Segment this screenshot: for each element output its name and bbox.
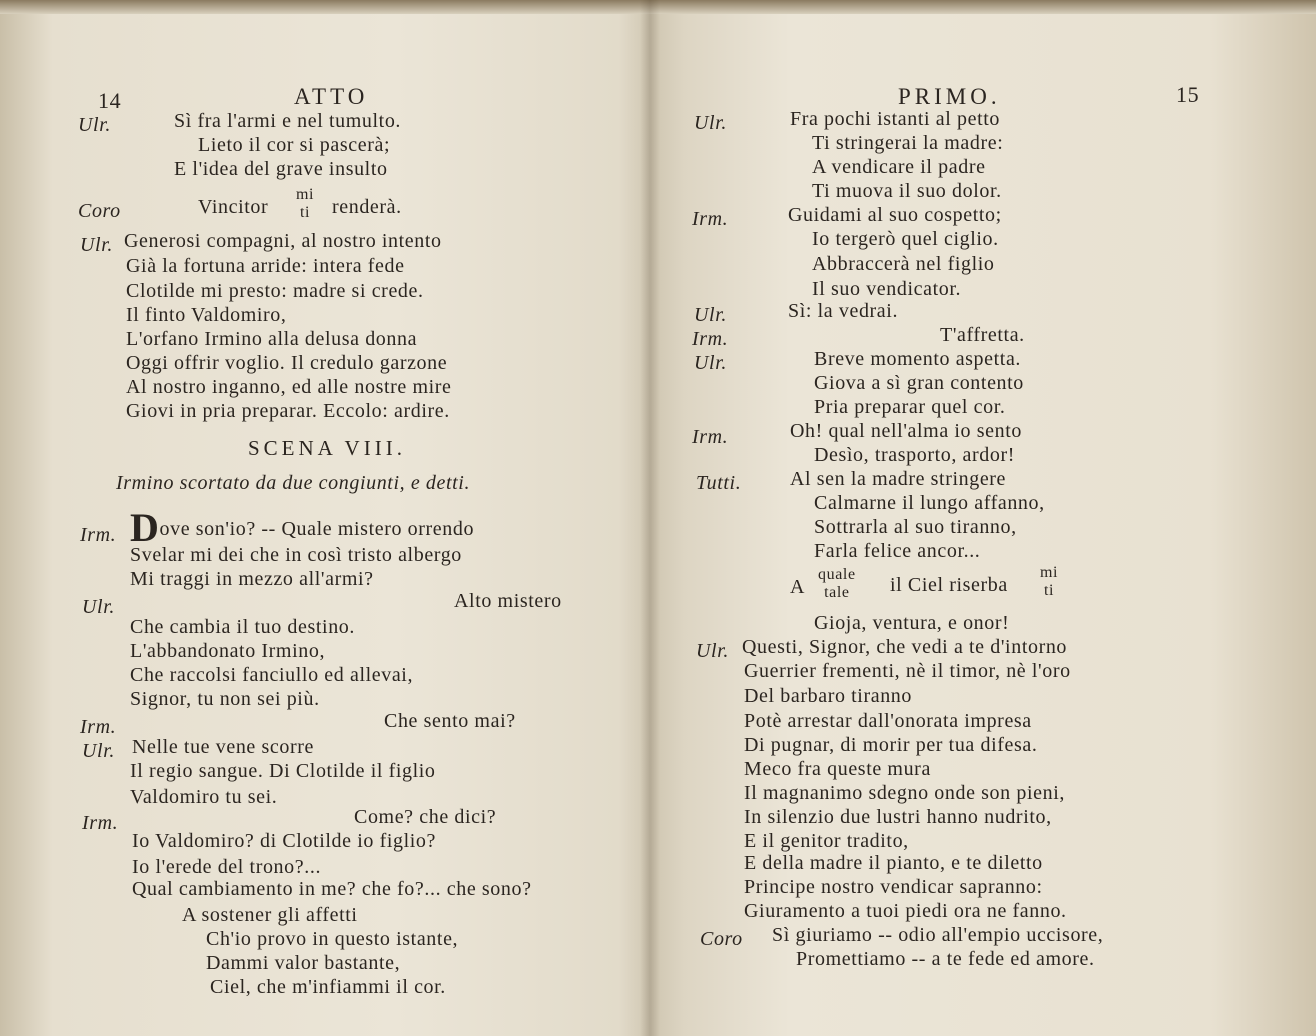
verse-line: L'orfano Irmino alla delusa donna bbox=[126, 328, 418, 350]
speaker-label: Tutti. bbox=[696, 472, 742, 494]
verse-line: Io l'erede del trono?... bbox=[132, 856, 322, 878]
verse-line: Ti muova il suo dolor. bbox=[812, 180, 1002, 202]
verse-line: Il suo vendicator. bbox=[812, 278, 962, 300]
right-page bbox=[660, 0, 1316, 1036]
stage-direction: Irmino scortato da due congiunti, e detti. bbox=[116, 472, 471, 494]
verse-line: Io Valdomiro? di Clotilde io figlio? bbox=[132, 830, 436, 852]
verse-line: Vincitor bbox=[198, 196, 269, 218]
left-page bbox=[0, 0, 640, 1036]
speaker-label: Ulr. bbox=[694, 304, 727, 326]
verse-line: Il finto Valdomiro, bbox=[126, 304, 287, 326]
verse-line: Oh! qual nell'alma io sento bbox=[790, 420, 1022, 442]
page-number: 14 bbox=[98, 88, 122, 113]
verse-line: Di pugnar, di morir per tua difesa. bbox=[744, 734, 1038, 756]
drop-cap: D bbox=[130, 505, 160, 550]
verse-line: Ti stringerai la madre: bbox=[812, 132, 1004, 154]
verse-line-dropcap bbox=[130, 505, 475, 550]
brace-stack bbox=[1040, 564, 1058, 600]
verse-line: Che sento mai? bbox=[384, 710, 516, 732]
speaker-label: Irm. bbox=[692, 426, 729, 448]
verse-line: Io tergerò quel ciglio. bbox=[812, 228, 999, 250]
verse-line: Desìo, trasporto, ardor! bbox=[814, 444, 1016, 466]
verse-line: Farla felice ancor... bbox=[814, 540, 981, 562]
speaker-label: Ulr. bbox=[78, 114, 111, 136]
verse-line: Sottrarla al suo tiranno, bbox=[814, 516, 1017, 538]
verse-line: Sì giuriamo -- odio all'empio uccisore, bbox=[772, 924, 1104, 946]
verse-line: Clotilde mi presto: madre si crede. bbox=[126, 280, 424, 302]
brace-stack bbox=[818, 566, 856, 602]
verse-line: il Ciel riserba bbox=[890, 574, 1008, 596]
speaker-label: Coro bbox=[700, 928, 743, 950]
scene-title: SCENA VIII. bbox=[248, 436, 406, 460]
verse-line: Il regio sangue. Di Clotilde il figlio bbox=[130, 760, 436, 782]
verse-line: E l'idea del grave insulto bbox=[174, 158, 388, 180]
verse-line: Giuramento a tuoi piedi ora ne fanno. bbox=[744, 900, 1067, 922]
verse-line: Promettiamo -- a te fede ed amore. bbox=[796, 948, 1095, 970]
brace-stack bbox=[296, 186, 314, 222]
stack-word: quale bbox=[818, 566, 856, 583]
verse-line: Guerrier frementi, nè il timor, nè l'oro bbox=[744, 660, 1071, 682]
speaker-label: Ulr. bbox=[696, 640, 729, 662]
speaker-label: Ulr. bbox=[80, 234, 113, 256]
verse-line: Al sen la madre stringere bbox=[790, 468, 1007, 490]
verse-line: In silenzio due lustri hanno nudrito, bbox=[744, 806, 1052, 828]
verse-line: A sostener gli affetti bbox=[182, 904, 358, 926]
speaker-label: Irm. bbox=[80, 524, 117, 546]
verse-line: Mi traggi in mezzo all'armi? bbox=[130, 568, 374, 590]
verse-line: Lieto il cor si pascerà; bbox=[198, 134, 391, 156]
verse-text: ove son'io? -- Quale mistero orrendo bbox=[159, 518, 475, 540]
verse-line: Breve momento aspetta. bbox=[814, 348, 1022, 370]
verse-line: Sì: la vedrai. bbox=[788, 300, 899, 322]
verse-line: Giova a sì gran contento bbox=[814, 372, 1024, 394]
verse-line: Dammi valor bastante, bbox=[206, 952, 401, 974]
verse-line: E il genitor tradito, bbox=[744, 830, 909, 852]
verse-line: L'abbandonato Irmino, bbox=[130, 640, 326, 662]
speaker-label: Ulr. bbox=[694, 112, 727, 134]
verse-line: Già la fortuna arride: intera fede bbox=[126, 255, 405, 277]
speaker-label: Ulr. bbox=[694, 352, 727, 374]
verse-line: A bbox=[790, 576, 806, 598]
verse-line: Al nostro inganno, ed alle nostre mire bbox=[126, 376, 452, 398]
verse-line: Valdomiro tu sei. bbox=[130, 786, 278, 808]
verse-line: Del barbaro tiranno bbox=[744, 685, 913, 707]
stack-word: ti bbox=[1044, 582, 1055, 599]
speaker-label: Irm. bbox=[80, 716, 117, 738]
verse-line: E della madre il pianto, e te diletto bbox=[744, 852, 1043, 874]
verse-line: Svelar mi dei che in così tristo albergo bbox=[130, 544, 462, 566]
page-number: 15 bbox=[1176, 82, 1200, 107]
verse-line: Signor, tu non sei più. bbox=[130, 688, 320, 710]
speaker-label: Irm. bbox=[692, 208, 729, 230]
verse-line: Alto mistero bbox=[454, 590, 562, 612]
verse-line: Qual cambiamento in me? che fo?... che sono? bbox=[132, 878, 532, 900]
verse-line: Calmarne il lungo affanno, bbox=[814, 492, 1045, 514]
verse-line: T'affretta. bbox=[940, 324, 1025, 346]
verse-line: Potè arrestar dall'onorata impresa bbox=[744, 710, 1032, 732]
verse-line: Abbraccerà nel figlio bbox=[812, 253, 995, 275]
verse-line: Fra pochi istanti al petto bbox=[790, 108, 1001, 130]
stack-word: mi bbox=[296, 186, 315, 203]
speaker-label: Ulr. bbox=[82, 740, 115, 762]
verse-line: Ch'io provo in questo istante, bbox=[206, 928, 459, 950]
verse-line: Sì fra l'armi e nel tumulto. bbox=[174, 110, 402, 132]
verse-line: Giovi in pria preparar. Eccolo: ardire. bbox=[126, 400, 450, 422]
verse-line: Questi, Signor, che vedi a te d'intorno bbox=[742, 636, 1068, 658]
speaker-label: Ulr. bbox=[82, 596, 115, 618]
verse-line: Come? che dici? bbox=[354, 806, 497, 828]
verse-line: Gioja, ventura, e onor! bbox=[814, 612, 1010, 634]
verse-line: Principe nostro vendicar sapranno: bbox=[744, 876, 1043, 898]
verse-line: Che raccolsi fanciullo ed allevai, bbox=[130, 664, 414, 686]
stack-word: ti bbox=[300, 204, 311, 221]
verse-line: Ciel, che m'infiammi il cor. bbox=[210, 976, 446, 998]
verse-line: Guidami al suo cospetto; bbox=[788, 204, 1002, 226]
speaker-label: Coro bbox=[78, 200, 121, 222]
verse-line: Che cambia il tuo destino. bbox=[130, 616, 356, 638]
stack-word: mi bbox=[1040, 564, 1059, 581]
running-header: PRIMO. bbox=[898, 84, 1001, 109]
verse-line: Nelle tue vene scorre bbox=[132, 736, 314, 758]
speaker-label: Irm. bbox=[82, 812, 119, 834]
stack-word: tale bbox=[824, 584, 850, 601]
verse-line: Pria preparar quel cor. bbox=[814, 396, 1006, 418]
verse-line: Meco fra queste mura bbox=[744, 758, 931, 780]
verse-line: Il magnanimo sdegno onde son pieni, bbox=[744, 782, 1065, 804]
running-header: ATTO bbox=[294, 84, 369, 109]
book-gutter bbox=[640, 0, 660, 1036]
verse-line: renderà. bbox=[332, 196, 402, 218]
verse-line: Generosi compagni, al nostro intento bbox=[124, 230, 442, 252]
verse-line: Oggi offrir voglio. Il credulo garzone bbox=[126, 352, 448, 374]
verse-line: A vendicare il padre bbox=[812, 156, 986, 178]
speaker-label: Irm. bbox=[692, 328, 729, 350]
